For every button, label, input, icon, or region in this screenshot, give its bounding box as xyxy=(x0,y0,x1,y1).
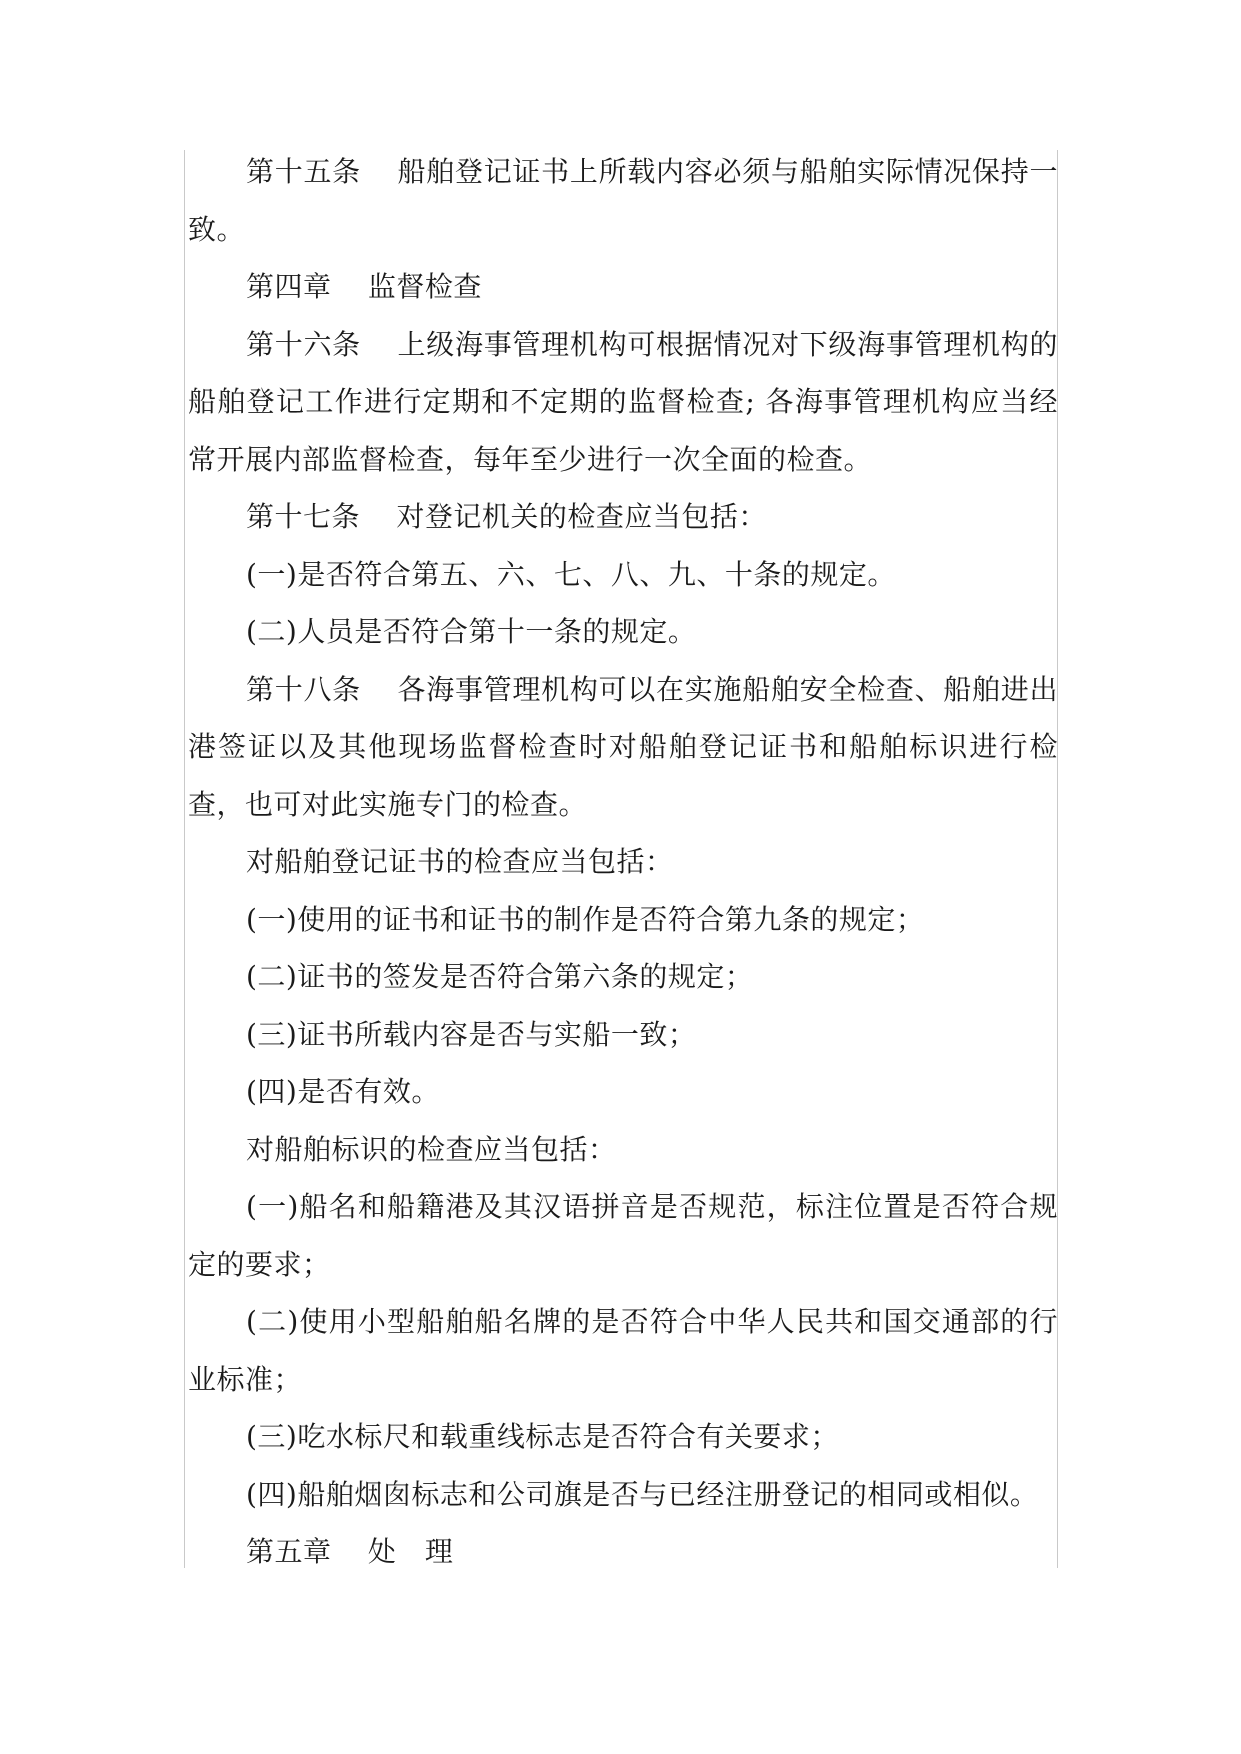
chapter-heading: 第五章 xyxy=(246,1535,332,1568)
article-18 xyxy=(188,661,1058,834)
list-item-text: (一)船名和船籍港及其汉语拼音是否规范，标注位置是否符合规定的要求； xyxy=(188,1190,1058,1281)
list-item-text: (四)是否有效。 xyxy=(246,1075,440,1108)
section-intro-text: 对船舶标识的检查应当包括： xyxy=(246,1132,617,1166)
list-item xyxy=(188,1006,1058,1064)
document-body xyxy=(188,143,1058,1581)
chapter-name: 监督检查 xyxy=(367,270,482,303)
list-item-text: (三)吃水标尺和载重线标志是否符合有关要求； xyxy=(246,1420,839,1453)
list-item xyxy=(188,1293,1058,1408)
chapter-name: 处 理 xyxy=(367,1535,454,1568)
chapter-4-title xyxy=(188,258,1058,316)
list-item-text: (三)证书所载内容是否与实船一致； xyxy=(246,1017,697,1051)
list-item xyxy=(188,1178,1058,1293)
list-item xyxy=(188,546,1058,604)
section-intro xyxy=(188,1121,1058,1179)
article-heading: 第十五条 xyxy=(246,155,361,188)
list-item-text: (二)证书的签发是否符合第六条的规定； xyxy=(246,960,754,993)
article-15 xyxy=(188,143,1058,258)
list-item xyxy=(188,1466,1058,1524)
list-item xyxy=(188,891,1058,949)
list-item xyxy=(188,1063,1058,1121)
list-item-text: (四)船舶烟囱标志和公司旗是否与已经注册登记的相同或相似。 xyxy=(246,1477,1039,1511)
chapter-heading: 第四章 xyxy=(246,270,332,303)
list-item xyxy=(188,603,1058,661)
section-intro-text: 对船舶登记证书的检查应当包括： xyxy=(246,845,674,878)
list-item xyxy=(188,948,1058,1006)
left-margin-rule xyxy=(184,150,185,1568)
list-item-text: (一)是否符合第五、六、七、八、九、十条的规定。 xyxy=(246,557,896,591)
article-17 xyxy=(188,488,1058,546)
section-intro xyxy=(188,833,1058,891)
list-item-text: (一)使用的证书和证书的制作是否符合第九条的规定； xyxy=(246,902,925,936)
list-item-text: (二)使用小型船舶船名牌的是否符合中华人民共和国交通部的行业标准； xyxy=(188,1305,1058,1396)
article-heading: 第十七条 xyxy=(246,500,361,533)
article-heading: 第十八条 xyxy=(246,672,361,706)
article-text: 上级海事管理机构可根据情况对下级海事管理机构的船舶登记工作进行定期和不定期的监督检查; 各海事管理机构应当经常开展内部监督检查，每年至少进行一次全面的检查。 xyxy=(188,327,1058,476)
list-item-text: (二)人员是否符合第十一条的规定。 xyxy=(246,615,697,648)
chapter-5-title xyxy=(188,1523,1058,1581)
article-16 xyxy=(188,316,1058,489)
list-item xyxy=(188,1408,1058,1466)
article-text: 各海事管理机构可以在实施船舶安全检查、船舶进出港签证以及其他现场监督检查时对船舶登记证书和船舶标识进行检查，也可对此实施专门的检查。 xyxy=(188,672,1058,821)
article-text: 船舶登记证书上所载内容必须与船舶实际情况保持一致。 xyxy=(188,155,1058,246)
article-text: 对登记机关的检查应当包括： xyxy=(396,500,767,533)
article-heading: 第十六条 xyxy=(246,327,361,361)
